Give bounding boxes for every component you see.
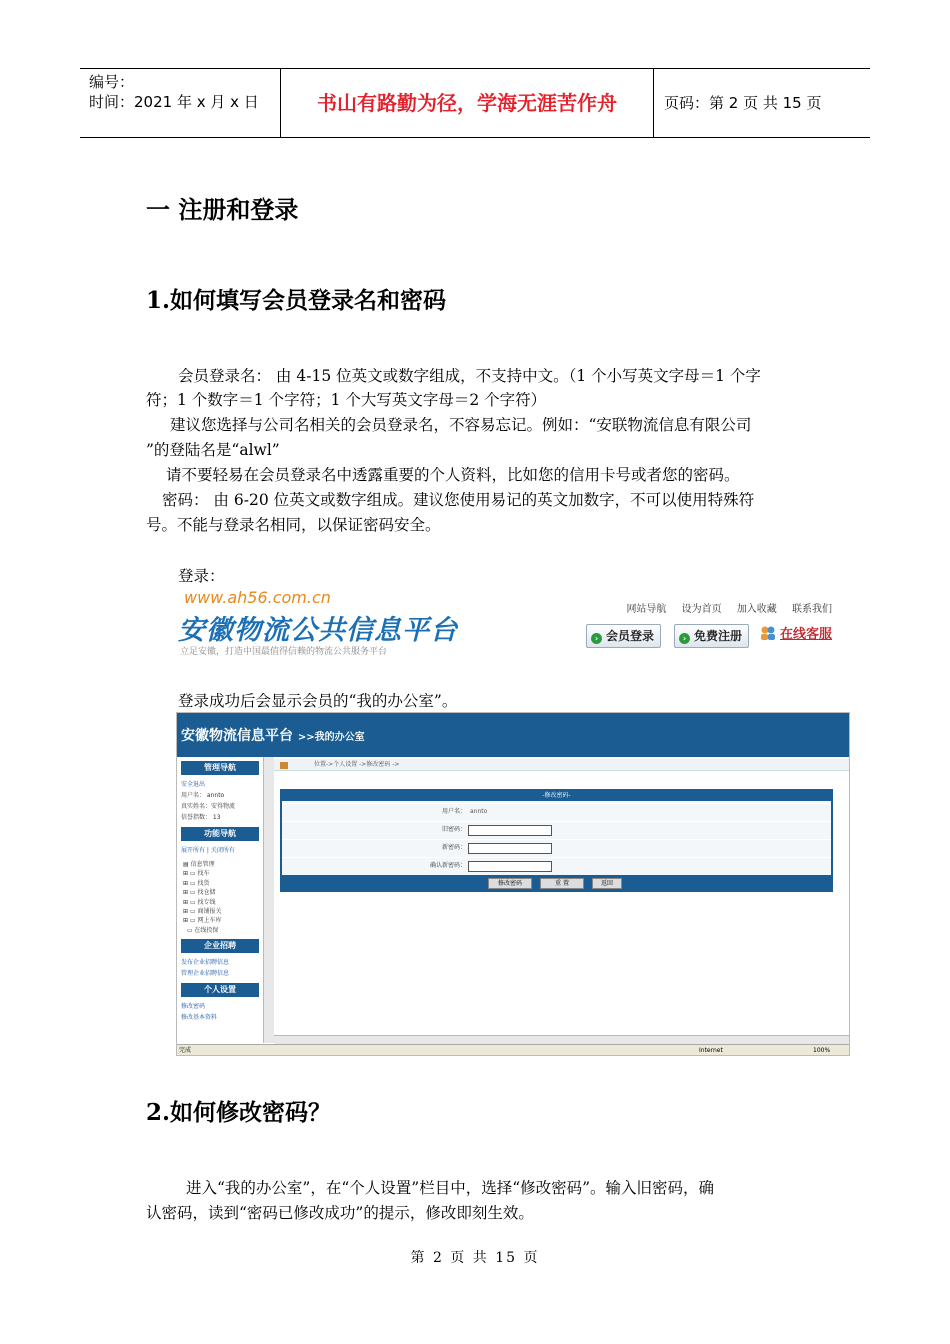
reset-button[interactable]: 重 置 [540, 878, 584, 889]
header-motto: 书山有路勤为径，学海无涯苦作舟 [281, 69, 654, 137]
my-office-screenshot [176, 712, 850, 1056]
q1-line-5: 请不要轻易在会员登录名中透露重要的个人资料，比如您的信用卡号或者您的密码。 [166, 466, 740, 484]
old-password-label: 旧密码： [441, 826, 466, 833]
change-password-form [280, 789, 833, 892]
site-slogan: 立足安徽，打造中国最值得信赖的物流公共服务平台 [180, 647, 388, 657]
tree-item-find-line[interactable]: ⊞ ▭ 找专线 [183, 898, 216, 906]
document-date: 时间：2021 年 x 月 x 日 [89, 93, 259, 111]
sidebar-head-management: 管理导航 [181, 761, 259, 775]
home-icon[interactable] [280, 762, 288, 769]
tree-item-garage[interactable]: ⊞ ▭ 网上车库 [183, 917, 222, 925]
site-banner [176, 588, 840, 660]
status-done: 完成 [179, 1047, 192, 1054]
section-title: 一 注册和登录 [146, 196, 299, 224]
status-zone: Internet [699, 1047, 723, 1054]
submit-change-button[interactable]: 修改密码 [488, 878, 532, 889]
question-2-title: 2.如何修改密码？ [146, 1099, 332, 1126]
old-password-row [282, 821, 831, 838]
sidebar-scrollbar[interactable] [263, 757, 274, 1043]
tree-item-insurance[interactable]: ▭ 在线投保 [183, 926, 219, 934]
horizontal-scrollbar[interactable] [274, 1035, 849, 1044]
new-password-input[interactable] [468, 843, 552, 854]
sidebar-head-function: 功能导航 [181, 827, 259, 841]
breadcrumb-text: 位置->个人设置 ->修改密码 -> [314, 761, 400, 768]
page-footer: 第 2 页 共 15 页 [410, 1250, 540, 1266]
status-zoom[interactable]: 100% [813, 1047, 831, 1054]
question-1-title: 1.如何填写会员登录名和密码 [146, 287, 447, 314]
username-row [282, 803, 831, 820]
browser-status-bar [177, 1044, 849, 1056]
office-sidebar [177, 757, 264, 1043]
site-url[interactable]: www.ah56.com.cn [184, 588, 331, 607]
form-button-bar [282, 875, 831, 890]
tree-item-customs[interactable]: ⊞ ▭ 商铺报关 [183, 907, 222, 915]
q1-line-2: 符；1 个数字＝1 个字符；1 个大写英文字母＝2 个字符） [146, 391, 547, 409]
tree-item-find-cargo[interactable]: ⊞ ▭ 找货 [183, 879, 210, 887]
site-logo: 安徽物流公共信息平台 [178, 615, 458, 646]
sidebar-head-jobs: 企业招聘 [181, 939, 259, 953]
sidebar-head-personal: 个人设置 [181, 983, 259, 997]
edit-profile-link[interactable]: 修改基本资料 [181, 1014, 218, 1022]
post-job-link[interactable]: 发布企业招聘信息 [181, 959, 230, 967]
free-register-button[interactable] [674, 624, 749, 648]
online-service-link[interactable] [759, 624, 832, 646]
nav-contact[interactable]: 联系我们 [792, 604, 832, 615]
new-password-label: 新密码： [441, 844, 466, 851]
back-button[interactable]: 返回 [592, 878, 622, 889]
q1-line-4: ”的登陆名是“alwl” [146, 441, 280, 459]
old-password-input[interactable] [468, 825, 552, 836]
after-login-text: 登录成功后会显示会员的“我的办公室”。 [178, 692, 458, 710]
tree-item-info-mgmt[interactable]: ▤ 信息管理 [183, 861, 215, 868]
manage-job-link[interactable]: 管理企业招聘信息 [181, 970, 230, 978]
q1-line-6: 密码： 由 6-20 位英文或数字组成。建议您使用易记的英文加数字，不可以使用特殊符 [162, 491, 755, 509]
username-value: annto [470, 808, 488, 815]
confirm-password-row [282, 857, 831, 874]
login-label: 登录： [178, 567, 225, 585]
q1-line-3: 建议您选择与公司名相关的会员登录名，不容易忘记。例如：“安联物流信息有限公司 [170, 416, 752, 434]
sidebar-username: 用户名： annto [181, 792, 225, 799]
sidebar-credit: 信誉指数： 13 [181, 814, 221, 821]
breadcrumb [274, 759, 849, 771]
logout-link[interactable]: 安全退出 [181, 781, 206, 788]
office-main [274, 757, 849, 1043]
nav-add-favorite[interactable]: 加入收藏 [736, 604, 777, 615]
office-subtitle: >>我的办公室 [297, 732, 365, 743]
tree-item-find-truck[interactable]: ⊞ ▭ 找车 [183, 870, 210, 878]
q2-line-2: 认密码，读到“密码已修改成功”的提示，修改即刻生效。 [146, 1204, 534, 1222]
people-icon [759, 625, 777, 641]
arrow-right-icon: › [591, 633, 602, 644]
document-number: 编号： [89, 73, 135, 91]
top-nav [614, 600, 832, 615]
sidebar-real-name: 真实姓名：安得物流 [181, 803, 236, 810]
header-meta-cell [80, 69, 281, 137]
arrow-right-icon: › [679, 633, 690, 644]
tree-item-find-storage[interactable]: ⊞ ▭ 找仓储 [183, 889, 216, 897]
new-password-row [282, 839, 831, 856]
q2-line-1: 进入“我的办公室”，在“个人设置”栏目中，选择“修改密码”。输入旧密码，确 [186, 1179, 715, 1197]
confirm-password-input[interactable] [468, 861, 552, 872]
change-password-link[interactable]: 修改密码 [181, 1003, 206, 1011]
q1-line-7: 号。不能与登录名相同，以保证密码安全。 [146, 516, 441, 534]
online-service-label: 在线客服 [779, 627, 832, 642]
expand-collapse-links[interactable]: 展开所有 | 关闭所有 [181, 847, 235, 854]
nav-set-home[interactable]: 设为首页 [681, 604, 722, 615]
nav-site-map[interactable]: 网站导航 [626, 604, 667, 615]
username-label: 用户名： [441, 808, 466, 815]
member-login-label: 会员登录 [606, 629, 655, 643]
header-page-info: 页码：第 2 页 共 15 页 [664, 94, 822, 112]
confirm-password-label: 确认新密码： [429, 862, 466, 869]
form-header: -修改密码- [282, 791, 831, 801]
member-login-button[interactable] [586, 624, 661, 648]
free-register-label: 免费注册 [694, 629, 743, 643]
page-header [80, 68, 870, 138]
q1-line-1: 会员登录名： 由 4-15 位英文或数字组成，不支持中文。（1 个小写英文字母＝1 个字 [178, 367, 761, 385]
office-titlebar [177, 713, 849, 757]
office-title: 安徽物流信息平台 [181, 728, 293, 744]
